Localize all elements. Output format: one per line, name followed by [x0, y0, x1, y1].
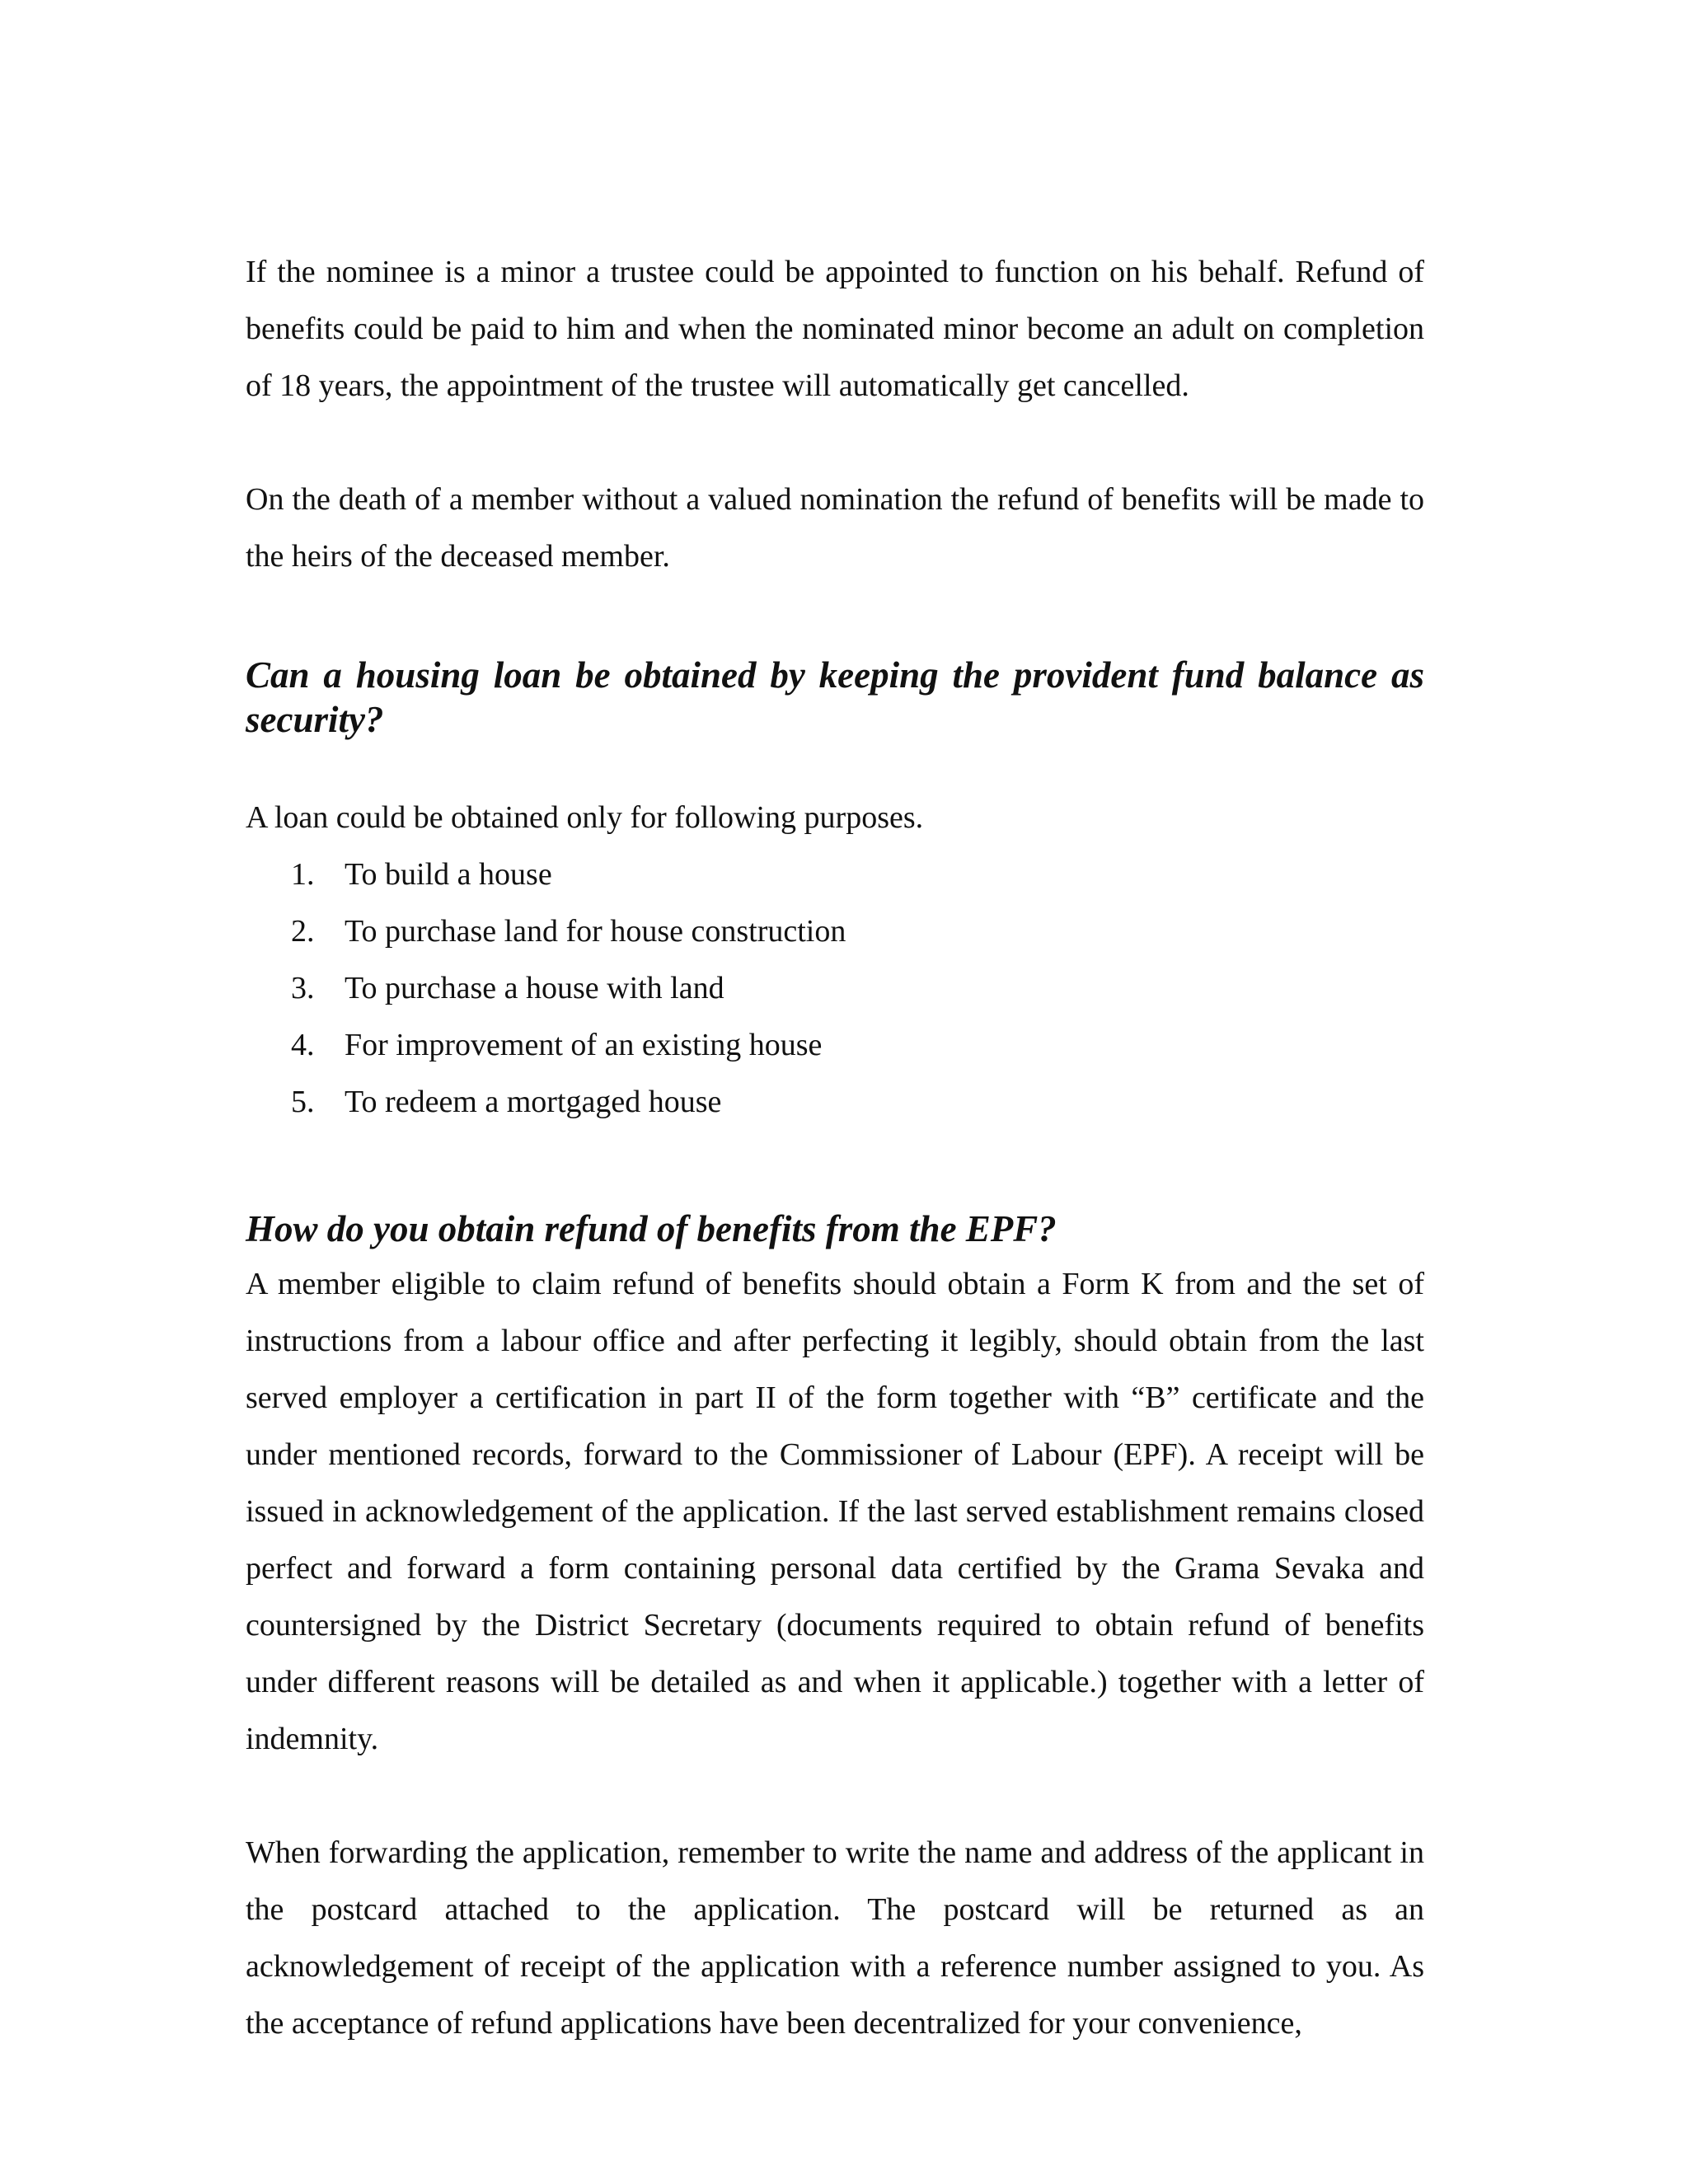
list-item: 2. To purchase land for house construction — [246, 903, 1424, 960]
list-item: 5. To redeem a mortgaged house — [246, 1074, 1424, 1131]
list-item-text: To build a house — [345, 857, 552, 892]
paragraph-heirs: On the death of a member without a valued nomination the refund of benefits will be made to the heirs of the deceased member. — [246, 482, 1424, 574]
heading-housing-loan: Can a housing loan be obtained by keeping the provident fund balance as security? — [246, 654, 1424, 740]
list-item-text: To redeem a mortgaged house — [345, 1085, 722, 1119]
list-item-text: For improvement of an existing house — [345, 1028, 823, 1062]
list-item: 3. To purchase a house with land — [246, 960, 1424, 1017]
page-content — [246, 244, 1424, 2052]
paragraph-postcard: When forwarding the application, remember to write the name and address of the applicant in the postcard attached to the application. The postcard will be returned as an acknowledgement of receipt of the application with a reference number assigned to you. As the acceptance of refund applications have been decentralized for your convenience, — [246, 1835, 1424, 2041]
list-item: 4. For improvement of an existing house — [246, 1017, 1424, 1074]
list-item-text: To purchase land for house construction — [345, 914, 846, 949]
heading-epf-refund: How do you obtain refund of benefits from the EPF? — [246, 1208, 1057, 1249]
list-item-text: To purchase a house with land — [345, 971, 724, 1005]
loan-purposes-list — [246, 846, 1424, 1131]
paragraph-loan-purposes-intro: A loan could be obtained only for following purposes. — [246, 800, 924, 835]
paragraph-trustee: If the nominee is a minor a trustee could be appointed to function on his behalf. Refund of benefits could be paid to him and when the nominated minor become an adult on completion of 18 years, the appointment of the trustee will automatically get cancelled. — [246, 255, 1424, 403]
paragraph-refund-procedure: A member eligible to claim refund of benefits should obtain a Form K from and the set of instructions from a labour office and after perfecting it legibly, should obtain from the last served employer a certification in part II of the form together with “B” certificate and the under mentioned records, forward to the Commissioner of Labour (EPF). A receipt will be issued in acknowledgement of the application. If the last served establishment remains closed perfect and forward a form containing personal data certified by the Grama Sevaka and countersigned by the District Secretary (documents required to obtain refund of benefits under different reasons will be detailed as and when it applicable.) together with a letter of indemnity. — [246, 1267, 1424, 1756]
list-item: 1. To build a house — [246, 846, 1424, 903]
